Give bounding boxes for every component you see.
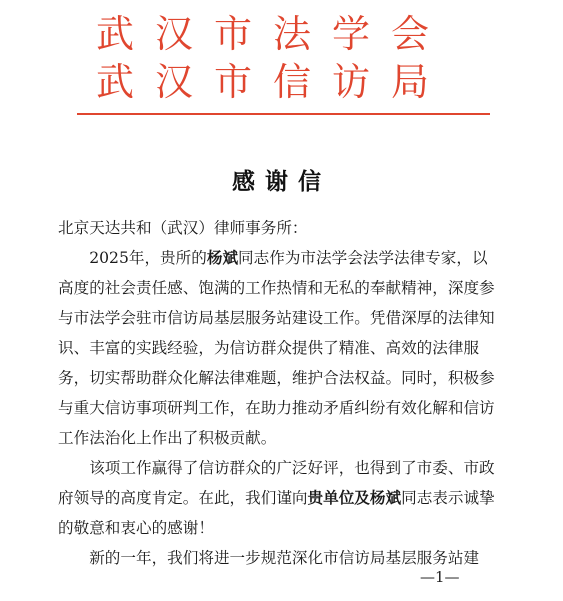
paragraph-2: 该项工作赢得了信访群众的广泛好评，也得到了市委、市政府领导的高度肯定。在此，我们谨向贵单位及杨斌同志表示诚挚的敬意和衷心的感谢！ [58, 459, 495, 537]
letter-body [58, 213, 498, 573]
bold-thanks: 贵单位及杨斌 [307, 488, 402, 507]
letterhead [0, 0, 563, 114]
paragraph-1: 2025年，贵所的杨斌同志作为市法学会法学法律专家，以高度的社会责任感、饱满的工作热情和无私的奉献精神，深度参与市法学会驻市信访局基层服务站建设工作。凭借深厚的法律知识、丰富的实践经验，为信访群众提供了精准、高效的法律服务，切实帮助群众化解法律难题，维护合法权益。同时，积极参与重大信访事项研判工作，在助力推动矛盾纠纷有效化解和信访工作法治化上作出了积极贡献。 [58, 248, 495, 447]
org-name-law-society: 武汉市法学会 [96, 12, 451, 56]
letter-title: 感谢信 [232, 168, 331, 195]
letterhead-divider [77, 113, 490, 115]
paragraph-3: 新的一年，我们将进一步规范深化市信访局基层服务站建 [89, 549, 480, 567]
org-name-petition-bureau: 武汉市信访局 [96, 60, 451, 104]
page-number: —1— [420, 568, 460, 586]
salutation: 北京天达共和（武汉）律师事务所： [58, 219, 308, 237]
bold-name: 杨斌 [206, 248, 239, 267]
